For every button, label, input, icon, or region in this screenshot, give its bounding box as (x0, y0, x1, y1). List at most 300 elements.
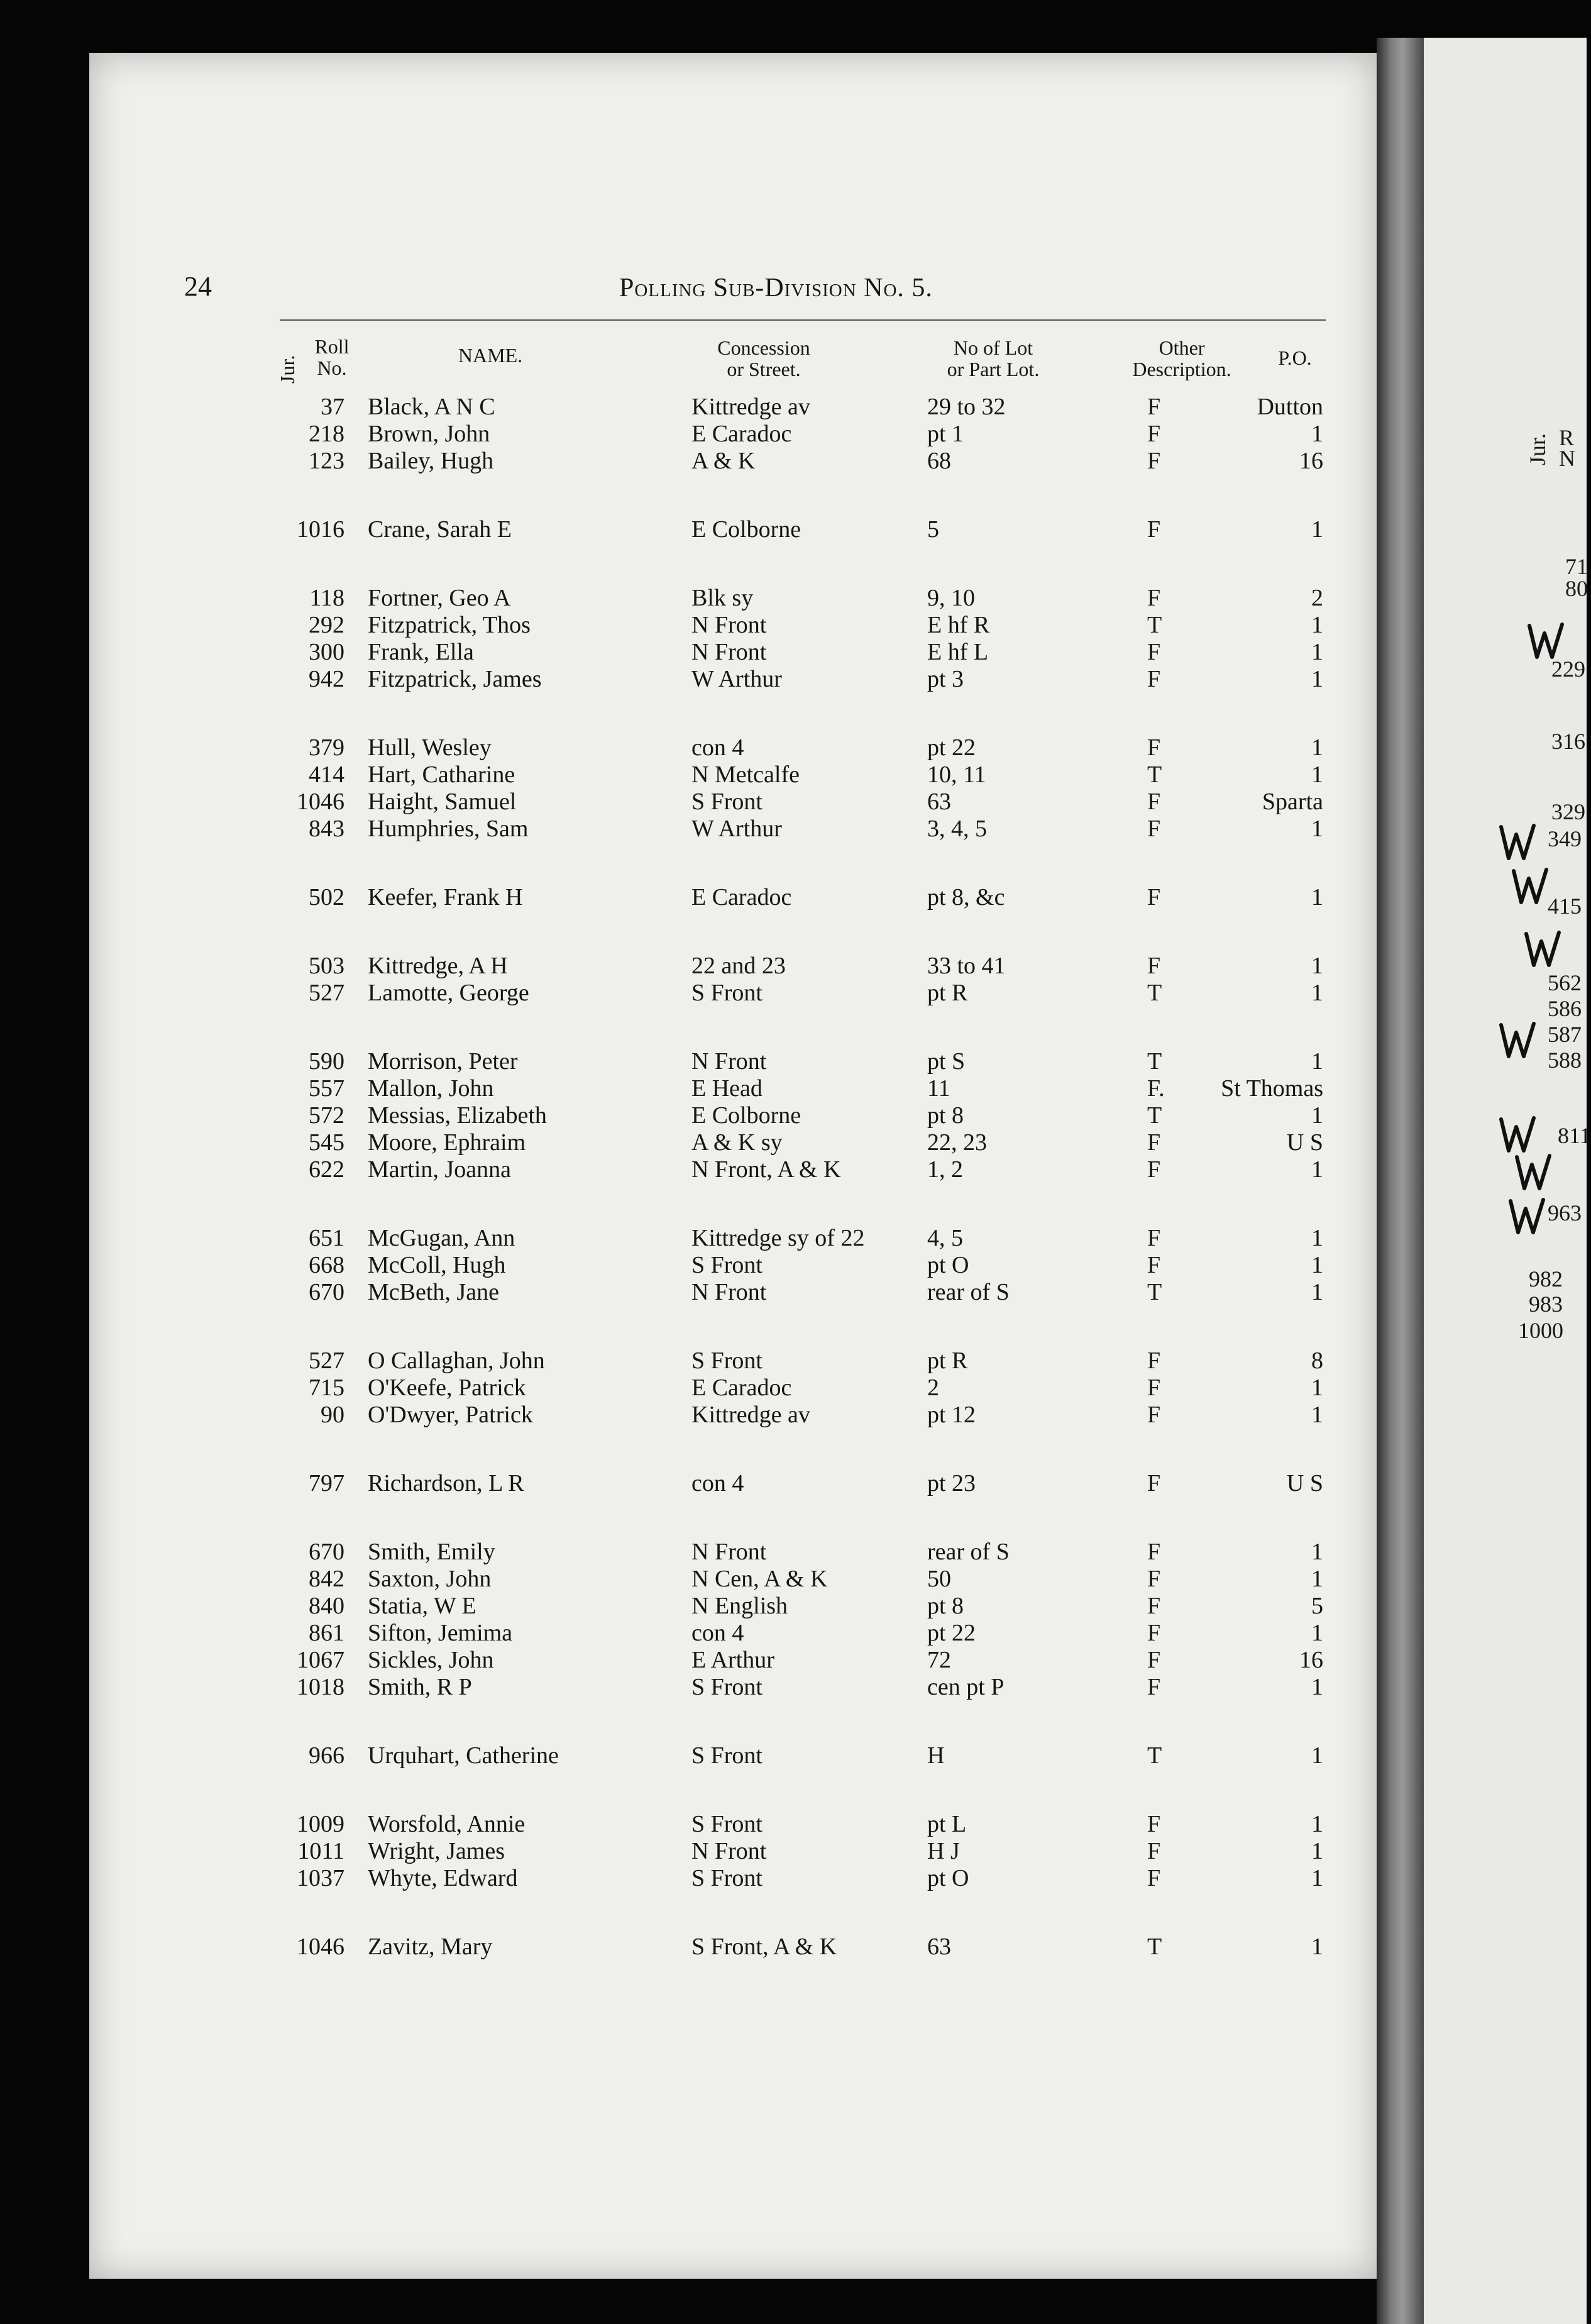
table-row (0, 979, 1587, 1007)
voter-name: Messias, Elizabeth (368, 1102, 547, 1129)
voter-name: Moore, Ephraim (368, 1129, 526, 1156)
voter-name: O'Keefe, Patrick (368, 1375, 526, 1401)
other-description: F (1147, 1865, 1161, 1891)
post-office: 1 (1311, 1252, 1323, 1278)
roll-number: 37 (321, 394, 344, 420)
post-office: 1 (1311, 1811, 1323, 1837)
post-office: 1 (1311, 953, 1323, 979)
lot: 50 (927, 1566, 951, 1592)
post-office: 16 (1299, 448, 1323, 474)
lot: 5 (927, 516, 939, 543)
lot: pt R (927, 980, 968, 1006)
voter-name: Brown, John (368, 421, 490, 447)
other-description: F (1147, 421, 1161, 447)
lot: 29 to 32 (927, 394, 1006, 420)
table-row (0, 1102, 1587, 1129)
table-row (0, 584, 1587, 612)
concession: W Arthur (691, 816, 782, 842)
post-office: U S (1286, 1129, 1323, 1156)
fragment-text: 811 (1558, 1123, 1591, 1148)
table-row (0, 393, 1587, 421)
other-description: F (1147, 1593, 1161, 1619)
table-row (0, 1251, 1587, 1279)
concession: Kittredge sy of 22 (691, 1225, 865, 1251)
voter-name: Haight, Samuel (368, 788, 517, 815)
post-office: 1 (1311, 1566, 1323, 1592)
roll-number: 942 (309, 666, 344, 692)
lot: 33 to 41 (927, 953, 1006, 979)
concession: E Head (691, 1075, 762, 1102)
lot: pt 8, &c (927, 884, 1005, 910)
roll-number: 622 (309, 1156, 344, 1183)
header-rule (280, 319, 1326, 321)
fragment-text: 588 (1548, 1048, 1582, 1073)
post-office: 1 (1311, 1620, 1323, 1646)
post-office: 16 (1299, 1647, 1323, 1673)
concession: con 4 (691, 734, 744, 761)
other-description: F (1147, 1620, 1161, 1646)
other-description: F (1147, 816, 1161, 842)
voter-name: Whyte, Edward (368, 1865, 518, 1891)
other-description: F (1147, 788, 1161, 815)
other-description: F. (1147, 1075, 1165, 1102)
lot: E hf L (927, 639, 989, 665)
table-row (0, 516, 1587, 543)
post-office: 1 (1311, 1156, 1323, 1183)
voter-name: Statia, W E (368, 1593, 476, 1619)
lot: cen pt P (927, 1674, 1005, 1700)
other-description: T (1147, 1279, 1162, 1305)
post-office: St Thomas (1221, 1075, 1323, 1102)
lot: 11 (927, 1075, 950, 1102)
table-row (0, 734, 1587, 761)
other-description: F (1147, 1674, 1161, 1700)
concession: E Colborne (691, 1102, 801, 1129)
other-description: F (1147, 1347, 1161, 1374)
other-description: F (1147, 639, 1161, 665)
post-office: 1 (1311, 1674, 1323, 1700)
lot: pt 8 (927, 1102, 964, 1129)
voter-name: Lamotte, George (368, 980, 529, 1006)
table-row (0, 1565, 1587, 1593)
concession: N Front (691, 1279, 767, 1305)
table-row (0, 1837, 1587, 1865)
table-row (0, 815, 1587, 843)
roll-number: 572 (309, 1102, 344, 1129)
handwritten-w-mark (1496, 1019, 1540, 1063)
post-office: 1 (1311, 612, 1323, 638)
voter-name: McBeth, Jane (368, 1279, 499, 1305)
post-office: 1 (1311, 1838, 1323, 1864)
table-row (0, 1646, 1587, 1674)
lot: pt 1 (927, 421, 964, 447)
table-row (0, 1469, 1587, 1497)
voter-name: O'Dwyer, Patrick (368, 1402, 533, 1428)
voter-name: Black, A N C (368, 394, 495, 420)
voter-name: Smith, Emily (368, 1539, 495, 1565)
col-lot: No of Lot or Part Lot. (947, 336, 1040, 380)
roll-number: 557 (309, 1075, 344, 1102)
other-description: F (1147, 585, 1161, 611)
voter-name: Smith, R P (368, 1674, 472, 1700)
roll-number: 670 (309, 1539, 344, 1565)
lot: pt S (927, 1048, 966, 1075)
col-other-description: Other Description. (1132, 336, 1231, 380)
concession: N Front (691, 612, 767, 638)
voter-name: Sickles, John (368, 1647, 494, 1673)
concession: A & K sy (691, 1129, 783, 1156)
post-office: 1 (1311, 816, 1323, 842)
concession: S Front (691, 1742, 762, 1769)
voter-name: Worsfold, Annie (368, 1811, 526, 1837)
lot: rear of S (927, 1539, 1010, 1565)
lot: H (927, 1742, 945, 1769)
concession: S Front (691, 1865, 762, 1891)
other-description: F (1147, 1402, 1161, 1428)
other-description: F (1147, 884, 1161, 910)
roll-number: 527 (309, 980, 344, 1006)
roll-number: 90 (321, 1402, 344, 1428)
table-row (0, 611, 1587, 639)
fragment-text: 983 (1529, 1292, 1563, 1317)
other-description: T (1147, 612, 1162, 638)
post-office: 1 (1311, 884, 1323, 910)
concession: S Front (691, 1347, 762, 1374)
lot: 72 (927, 1647, 951, 1673)
concession: A & K (691, 448, 756, 474)
other-description: F (1147, 1470, 1161, 1497)
post-office: 1 (1311, 666, 1323, 692)
roll-number: 218 (309, 421, 344, 447)
other-description: F (1147, 734, 1161, 761)
concession: S Front (691, 788, 762, 815)
lot: 1, 2 (927, 1156, 963, 1183)
roll-number: 861 (309, 1620, 344, 1646)
concession: N Front (691, 639, 767, 665)
handwritten-w-mark (1509, 865, 1553, 909)
concession: con 4 (691, 1470, 744, 1497)
col-roll-no: Roll No. (314, 335, 350, 379)
fragment-text: 982 (1529, 1266, 1563, 1292)
table-row (0, 665, 1587, 693)
lot: rear of S (927, 1279, 1010, 1305)
fragment-text: 562 (1548, 970, 1582, 995)
concession: Blk sy (691, 585, 754, 611)
roll-number: 670 (309, 1279, 344, 1305)
post-office: 1 (1311, 1279, 1323, 1305)
col-po: P.O. (1278, 346, 1312, 369)
table-row (0, 638, 1587, 666)
roll-number: 1046 (297, 1934, 344, 1960)
other-description: T (1147, 1742, 1162, 1769)
voter-name: Hart, Catharine (368, 761, 515, 788)
voter-name: Fortner, Geo A (368, 585, 511, 611)
lot: pt O (927, 1252, 969, 1278)
lot: pt O (927, 1865, 969, 1891)
post-office: 1 (1311, 761, 1323, 788)
concession: S Front, A & K (691, 1934, 837, 1960)
voter-name: Wright, James (368, 1838, 505, 1864)
lot: 63 (927, 788, 951, 815)
post-office: 1 (1311, 1865, 1323, 1891)
table-row (0, 1592, 1587, 1620)
roll-number: 118 (309, 585, 344, 611)
post-office: 1 (1311, 1375, 1323, 1401)
concession: E Caradoc (691, 1375, 792, 1401)
handwritten-w-mark (1521, 927, 1565, 971)
lot: pt 3 (927, 666, 964, 692)
concession: con 4 (691, 1620, 744, 1646)
post-office: Dutton (1257, 394, 1323, 420)
table-row (0, 1864, 1587, 1892)
roll-number: 843 (309, 816, 344, 842)
fragment-text: Jur. (1525, 433, 1550, 465)
concession: E Caradoc (691, 884, 792, 910)
other-description: F (1147, 448, 1161, 474)
fragment-text: 586 (1548, 996, 1582, 1021)
table-row (0, 1619, 1587, 1647)
table-row (0, 1673, 1587, 1701)
other-description: F (1147, 953, 1161, 979)
post-office: 1 (1311, 1934, 1323, 1960)
lot: 10, 11 (927, 761, 986, 788)
other-description: F (1147, 666, 1161, 692)
table-row (0, 447, 1587, 475)
concession: N Front (691, 1539, 767, 1565)
table-row (0, 1048, 1587, 1075)
col-jur: Jur. (276, 355, 299, 384)
post-office: 1 (1311, 1402, 1323, 1428)
lot: H J (927, 1838, 960, 1864)
roll-number: 379 (309, 734, 344, 761)
concession: N English (691, 1593, 788, 1619)
voter-name: Bailey, Hugh (368, 448, 494, 474)
fragment-text: 587 (1548, 1022, 1582, 1047)
page-number: 24 (184, 271, 212, 302)
lot: 22, 23 (927, 1129, 987, 1156)
voter-name: Keefer, Frank H (368, 884, 523, 910)
table-row (0, 1401, 1587, 1429)
concession: N Metcalfe (691, 761, 800, 788)
table-row (0, 1278, 1587, 1306)
concession: S Front (691, 980, 762, 1006)
post-office: 5 (1311, 1593, 1323, 1619)
roll-number: 715 (309, 1375, 344, 1401)
other-description: F (1147, 1156, 1161, 1183)
voter-name: Humphries, Sam (368, 816, 529, 842)
roll-number: 503 (309, 953, 344, 979)
roll-number: 842 (309, 1566, 344, 1592)
roll-number: 292 (309, 612, 344, 638)
table-row (0, 1933, 1587, 1961)
voter-name: Richardson, L R (368, 1470, 524, 1497)
roll-number: 123 (309, 448, 344, 474)
post-office: 1 (1311, 1742, 1323, 1769)
fragment-text: 963 (1548, 1200, 1582, 1226)
roll-number: 1037 (297, 1865, 344, 1891)
lot: pt 22 (927, 1620, 976, 1646)
table-row (0, 1810, 1587, 1838)
other-description: T (1147, 980, 1162, 1006)
fragment-text: 329 (1551, 799, 1585, 824)
other-description: T (1147, 761, 1162, 788)
roll-number: 966 (309, 1742, 344, 1769)
other-description: F (1147, 394, 1161, 420)
concession: Kittredge av (691, 1402, 810, 1428)
lot: 68 (927, 448, 951, 474)
other-description: F (1147, 1252, 1161, 1278)
voter-name: Frank, Ella (368, 639, 474, 665)
fragment-text: 229 (1551, 656, 1585, 682)
concession: W Arthur (691, 666, 782, 692)
concession: S Front (691, 1811, 762, 1837)
post-office: 1 (1311, 734, 1323, 761)
handwritten-w-mark (1524, 619, 1568, 663)
other-description: F (1147, 1225, 1161, 1251)
fragment-text: 415 (1548, 894, 1582, 919)
voter-name: Martin, Joanna (368, 1156, 511, 1183)
voter-name: Crane, Sarah E (368, 516, 512, 543)
lot: pt L (927, 1811, 967, 1837)
roll-number: 300 (309, 639, 344, 665)
post-office: 1 (1311, 516, 1323, 543)
lot: 9, 10 (927, 585, 975, 611)
post-office: 1 (1311, 1539, 1323, 1565)
post-office: 1 (1311, 980, 1323, 1006)
concession: E Colborne (691, 516, 801, 543)
table-row (0, 788, 1587, 816)
col-concession: Concession or Street. (717, 336, 810, 380)
voter-name: O Callaghan, John (368, 1347, 545, 1374)
roll-number: 1016 (297, 516, 344, 543)
post-office: 1 (1311, 1048, 1323, 1075)
concession: Kittredge av (691, 394, 810, 420)
lot: 2 (927, 1375, 939, 1401)
table-row (0, 761, 1587, 788)
table-row (0, 1347, 1587, 1375)
roll-number: 414 (309, 761, 344, 788)
roll-number: 502 (309, 884, 344, 910)
post-office: 8 (1311, 1347, 1323, 1374)
handwritten-w-mark (1496, 821, 1540, 865)
other-description: F (1147, 1375, 1161, 1401)
roll-number: 1011 (297, 1838, 344, 1864)
voter-name: Zavitz, Mary (368, 1934, 493, 1960)
other-description: T (1147, 1934, 1162, 1960)
fragment-text: 316 (1551, 729, 1585, 754)
other-description: T (1147, 1048, 1162, 1075)
roll-number: 840 (309, 1593, 344, 1619)
roll-number: 668 (309, 1252, 344, 1278)
fragment-text: 71 (1565, 554, 1588, 579)
roll-number: 1067 (297, 1647, 344, 1673)
roll-number: 797 (309, 1470, 344, 1497)
voter-name: McColl, Hugh (368, 1252, 506, 1278)
lot: E hf R (927, 612, 990, 638)
lot: 4, 5 (927, 1225, 963, 1251)
post-office: U S (1286, 1470, 1323, 1497)
table-row (0, 1129, 1587, 1156)
concession: N Front (691, 1838, 767, 1864)
voter-name: Mallon, John (368, 1075, 494, 1102)
other-description: F (1147, 1539, 1161, 1565)
other-description: F (1147, 1129, 1161, 1156)
concession: N Front (691, 1048, 767, 1075)
concession: E Caradoc (691, 421, 792, 447)
roll-number: 545 (309, 1129, 344, 1156)
voter-name: Kittredge, A H (368, 953, 508, 979)
table-row (0, 1538, 1587, 1566)
fragment-text: R (1559, 425, 1575, 450)
voter-name: Fitzpatrick, James (368, 666, 542, 692)
other-description: F (1147, 1811, 1161, 1837)
post-office: 1 (1311, 1102, 1323, 1129)
roll-number: 1009 (297, 1811, 344, 1837)
table-row (0, 883, 1587, 911)
other-description: T (1147, 1102, 1162, 1129)
post-office: 1 (1311, 639, 1323, 665)
roll-number: 1018 (297, 1674, 344, 1700)
post-office: Sparta (1262, 788, 1323, 815)
table-row (0, 952, 1587, 980)
lot: pt 22 (927, 734, 976, 761)
lot: pt 8 (927, 1593, 964, 1619)
lot: pt 23 (927, 1470, 976, 1497)
concession: S Front (691, 1674, 762, 1700)
handwritten-w-mark (1506, 1195, 1550, 1239)
voter-name: Sifton, Jemima (368, 1620, 513, 1646)
voter-name: Urquhart, Catherine (368, 1742, 559, 1769)
other-description: F (1147, 1647, 1161, 1673)
lot: 3, 4, 5 (927, 816, 987, 842)
other-description: F (1147, 1566, 1161, 1592)
other-description: F (1147, 1838, 1161, 1864)
table-row (0, 1742, 1587, 1769)
col-name: NAME. (458, 344, 523, 367)
page-title: Polling Sub-Division No. 5. (619, 274, 933, 302)
lot: pt R (927, 1347, 968, 1374)
post-office: 1 (1311, 1225, 1323, 1251)
concession: N Cen, A & K (691, 1566, 828, 1592)
concession: E Arthur (691, 1647, 774, 1673)
concession: 22 and 23 (691, 953, 786, 979)
handwritten-w-mark (1512, 1151, 1556, 1195)
fragment-text: 349 (1548, 826, 1582, 851)
roll-number: 1046 (297, 788, 344, 815)
fragment-text: 80 (1565, 576, 1588, 601)
other-description: F (1147, 516, 1161, 543)
roll-number: 651 (309, 1225, 344, 1251)
table-row (0, 420, 1587, 448)
table-row (0, 1374, 1587, 1402)
table-row (0, 1156, 1587, 1183)
voter-name: Hull, Wesley (368, 734, 492, 761)
fragment-text: 1000 (1518, 1318, 1563, 1343)
concession: N Front, A & K (691, 1156, 841, 1183)
voter-name: Fitzpatrick, Thos (368, 612, 531, 638)
post-office: 1 (1311, 421, 1323, 447)
post-office: 2 (1311, 585, 1323, 611)
roll-number: 590 (309, 1048, 344, 1075)
table-row (0, 1075, 1587, 1102)
lot: pt 12 (927, 1402, 976, 1428)
roll-number: 527 (309, 1347, 344, 1374)
lot: 63 (927, 1934, 951, 1960)
fragment-text: N (1559, 446, 1575, 471)
concession: S Front (691, 1252, 762, 1278)
table-row (0, 1224, 1587, 1252)
voter-name: Morrison, Peter (368, 1048, 518, 1075)
